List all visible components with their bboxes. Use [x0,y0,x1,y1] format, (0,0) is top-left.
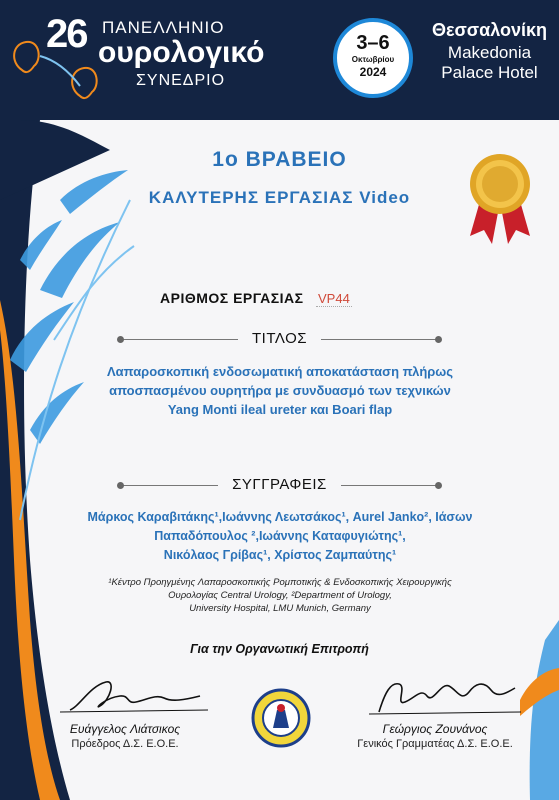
award-category: ΚΑΛΥΤΕΡΗΣ ΕΡΓΑΣΙΑΣ Video [148,188,411,207]
signature-right [365,672,525,718]
header-line-1: ΠΑΝΕΛΛΗΝΙΟ [102,18,225,37]
affiliations [100,576,460,615]
title-heading: ΤΙΤΛΟΣ [238,330,321,347]
work-number-label: ΑΡΙΘΜΟΣ ΕΡΓΑΣΙΑΣ [160,290,304,306]
society-seal [251,688,311,748]
award-title: 1ο ΒΡΑΒΕΙΟ [212,148,347,171]
authors-heading-row [0,476,559,494]
signature-left [60,676,210,716]
header-line-3: ΣΥΝΕΔΡΙΟ [136,72,226,89]
venue-name-2: Palace Hotel [441,63,538,82]
venue-city: Θεσσαλονίκη [431,20,548,40]
authors-line-1: Μάρκος Καραβιτάκης¹,Ιωάννης Λεωτσάκος¹, Aurel Janko², Ιάσων [87,510,473,524]
date-badge [333,18,413,98]
work-title [60,362,500,419]
signatory-right-role: Γενικός Γραμματέας Δ.Σ. Ε.Ο.Ε. [357,738,513,750]
work-title-line-1: Λαπαροσκοπική ενδοσωματική αποκατάσταση πλήρως [106,364,454,379]
work-number-value: VP44 [318,291,350,306]
work-title-line-3: Yang Monti ileal ureter και Boari flap [167,402,393,417]
authors-heading: ΣΥΓΓΡΑΦΕΙΣ [218,476,341,493]
edition-number: 26 [46,12,87,56]
date-days: 3–6 [356,32,390,54]
authors-line-3: Νικόλαος Γρίβας¹, Χρίστος Ζαμπαύτης¹ [163,548,397,562]
signatory-left-role: Πρόεδρος Δ.Σ. Ε.Ο.Ε. [71,738,179,750]
header-line-2: ουρολογικό [98,36,265,69]
venue-name-1: Makedonia [447,43,532,62]
affiliation-line-3: University Hospital, LMU Munich, Germany [189,603,371,614]
work-number-row [160,290,420,308]
venue [420,20,559,83]
affiliation-line-2: Ουρολογίας Central Urology, ²Department of Urology, [168,590,392,601]
signatory-right-name: Γεώργιος Ζουνάνος [382,722,488,736]
authors-list [60,508,500,565]
authors-line-2: Παπαδόπουλος ²,Ιωάννης Καταφυγιώτης¹, [154,529,406,543]
work-title-line-2: αποσπασμένου ουρητήρα με συνδυασμό των τεχνικών [109,383,451,398]
affiliation-line-1: ¹Κέντρο Προηγμένης Λαπαροσκοπικής Ρομποτικής & Ενδοσκοπικής Χειρουργικής [108,577,452,588]
date-year: 2024 [359,65,387,79]
committee-label: Για την Οργανωτική Επιτροπή [190,642,369,656]
date-month: Οκτωβρίου [351,55,395,64]
signatory-left-name: Ευάγγελος Λιάτσικος [69,722,181,736]
title-heading-row [0,330,559,348]
